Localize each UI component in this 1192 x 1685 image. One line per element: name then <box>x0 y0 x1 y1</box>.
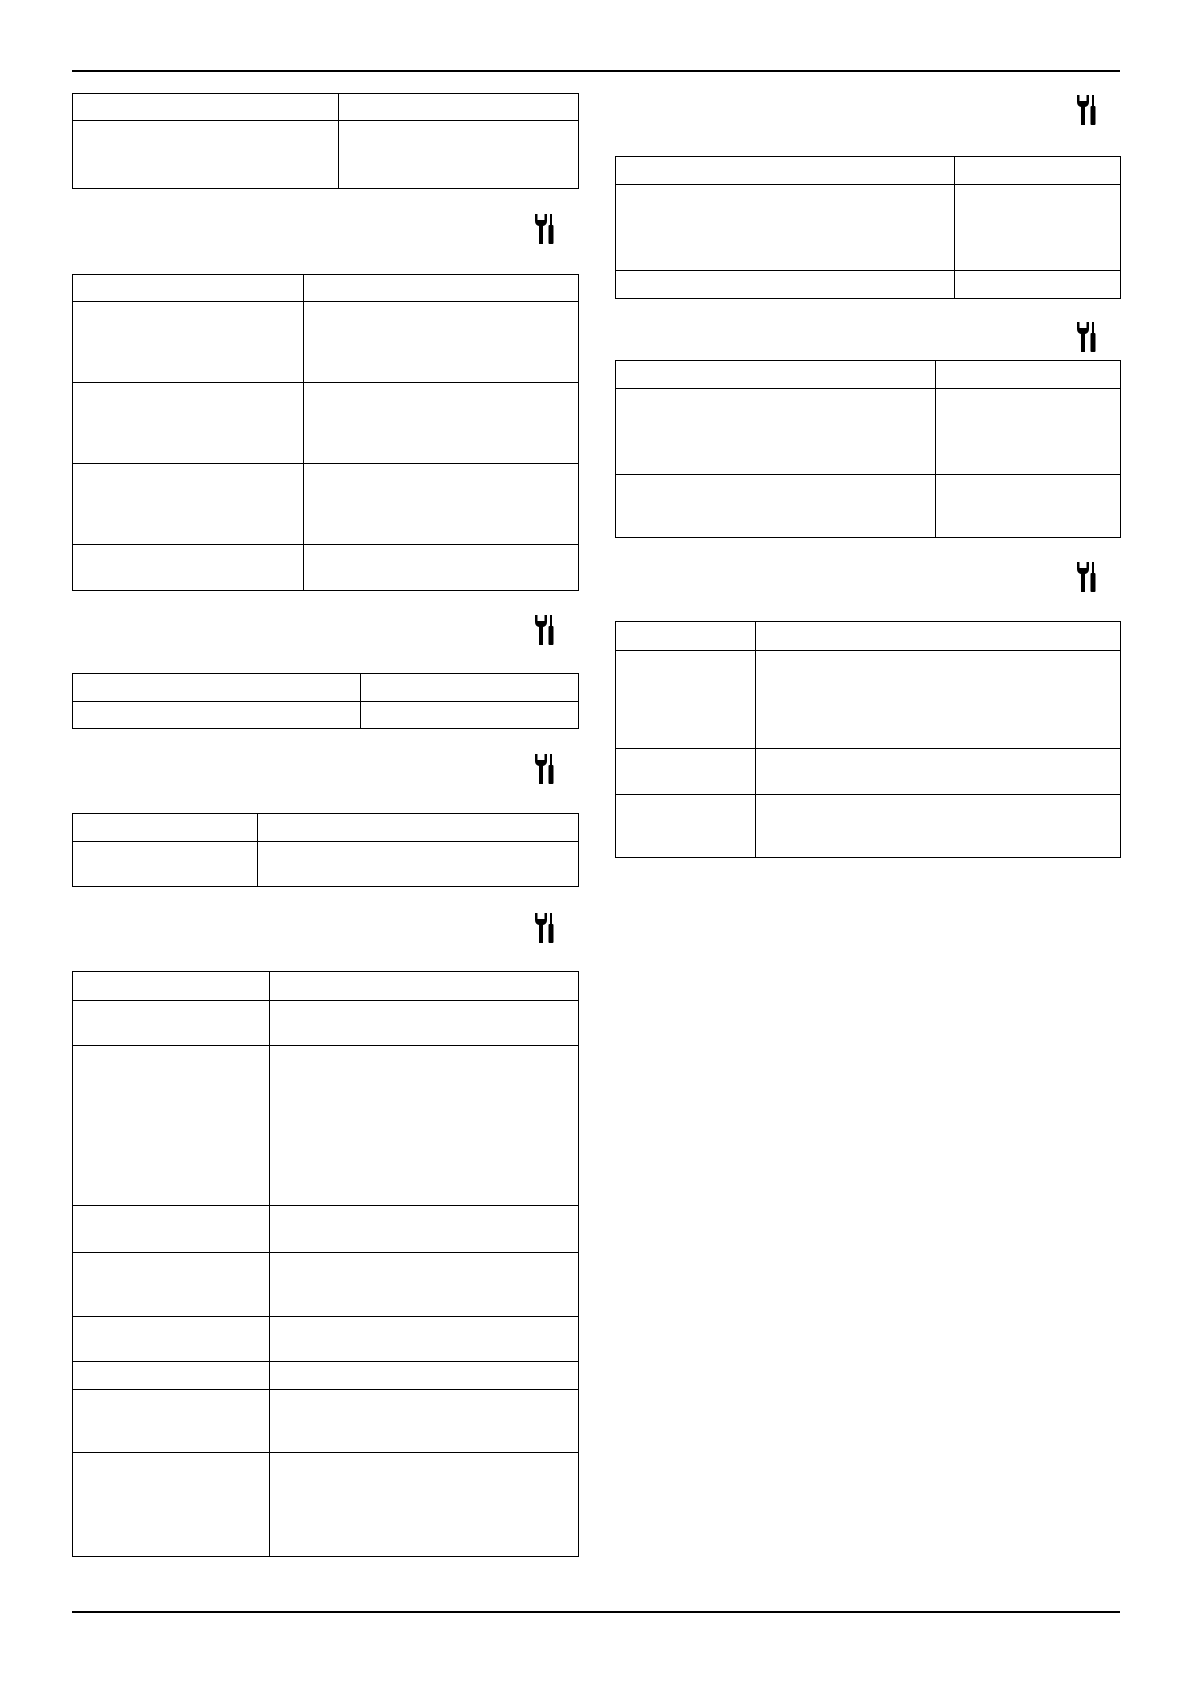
table-header-cell <box>955 157 1121 185</box>
table-cell <box>270 1317 579 1362</box>
table-header-cell <box>258 814 579 842</box>
table-cell <box>304 383 579 464</box>
table-header-cell <box>73 972 270 1001</box>
table-cell <box>304 464 579 545</box>
table-cell <box>270 1046 579 1206</box>
table-header-cell <box>73 814 258 842</box>
table-cell <box>73 545 304 591</box>
table-row <box>616 651 1121 749</box>
table-row <box>616 185 1121 271</box>
table-header-row <box>73 674 579 702</box>
tools-icon <box>1075 320 1097 354</box>
table-3 <box>72 673 579 729</box>
table-row <box>73 842 579 887</box>
table-header-cell <box>270 972 579 1001</box>
table-cell <box>270 1253 579 1317</box>
table-cell <box>73 1046 270 1206</box>
table-header-row <box>73 94 579 121</box>
table-cell <box>73 1362 270 1390</box>
header-rule <box>72 70 1120 72</box>
table-cell <box>73 1453 270 1557</box>
table-cell <box>616 749 756 795</box>
table-cell <box>756 651 1121 749</box>
footer-rule <box>72 1611 1120 1613</box>
table-cell <box>73 1253 270 1317</box>
tools-icon <box>533 613 555 647</box>
table-cell <box>258 842 579 887</box>
table-row <box>73 545 579 591</box>
table-header-cell <box>361 674 579 702</box>
table-header-cell <box>339 94 579 121</box>
table-row <box>616 795 1121 858</box>
table-cell <box>361 702 579 729</box>
table-header-cell <box>756 622 1121 651</box>
table-cell <box>270 1001 579 1046</box>
table-row <box>73 1206 579 1253</box>
table-cell <box>270 1362 579 1390</box>
table-row <box>73 1046 579 1206</box>
table-cell <box>73 1001 270 1046</box>
table-cell <box>756 749 1121 795</box>
table-cell <box>616 271 955 299</box>
table-header-cell <box>616 361 936 389</box>
table-cell <box>73 121 339 189</box>
table-cell <box>73 702 361 729</box>
table-cell <box>73 842 258 887</box>
table-header-row <box>73 275 579 302</box>
table-cell <box>73 302 304 383</box>
table-row <box>616 475 1121 538</box>
table-6 <box>615 156 1121 299</box>
tools-icon <box>533 752 555 786</box>
table-row <box>616 389 1121 475</box>
table-cell <box>936 389 1121 475</box>
table-header-row <box>616 622 1121 651</box>
table-cell <box>73 1206 270 1253</box>
table-row <box>73 1390 579 1453</box>
table-cell <box>304 302 579 383</box>
table-header-cell <box>616 622 756 651</box>
table-cell <box>616 185 955 271</box>
table-cell <box>616 795 756 858</box>
table-1 <box>72 93 579 189</box>
table-header-row <box>616 157 1121 185</box>
table-cell <box>616 389 936 475</box>
table-row <box>616 749 1121 795</box>
tools-icon <box>1075 560 1097 594</box>
table-header-row <box>73 814 579 842</box>
table-row <box>73 464 579 545</box>
table-row <box>73 1362 579 1390</box>
table-row <box>73 383 579 464</box>
table-cell <box>270 1390 579 1453</box>
table-header-row <box>73 972 579 1001</box>
table-header-cell <box>73 674 361 702</box>
table-header-cell <box>616 157 955 185</box>
table-4 <box>72 813 579 887</box>
table-cell <box>73 1390 270 1453</box>
table-row <box>73 702 579 729</box>
table-cell <box>73 464 304 545</box>
table-5 <box>72 971 579 1557</box>
table-cell <box>73 383 304 464</box>
table-cell <box>616 475 936 538</box>
table-cell <box>73 1317 270 1362</box>
table-8 <box>615 621 1121 858</box>
table-row <box>73 1001 579 1046</box>
table-cell <box>936 475 1121 538</box>
table-cell <box>955 185 1121 271</box>
table-cell <box>955 271 1121 299</box>
table-cell <box>304 545 579 591</box>
table-row <box>616 271 1121 299</box>
table-row <box>73 1317 579 1362</box>
table-cell <box>339 121 579 189</box>
table-cell <box>270 1453 579 1557</box>
table-header-row <box>616 361 1121 389</box>
table-cell <box>270 1206 579 1253</box>
table-row <box>73 1453 579 1557</box>
tools-icon <box>533 212 555 246</box>
table-row <box>73 1253 579 1317</box>
tools-icon <box>1075 93 1097 127</box>
table-2 <box>72 274 579 591</box>
table-header-cell <box>73 275 304 302</box>
table-header-cell <box>73 94 339 121</box>
table-row <box>73 121 579 189</box>
table-header-cell <box>936 361 1121 389</box>
table-cell <box>616 651 756 749</box>
table-cell <box>756 795 1121 858</box>
tools-icon <box>533 911 555 945</box>
table-row <box>73 302 579 383</box>
table-7 <box>615 360 1121 538</box>
table-header-cell <box>304 275 579 302</box>
